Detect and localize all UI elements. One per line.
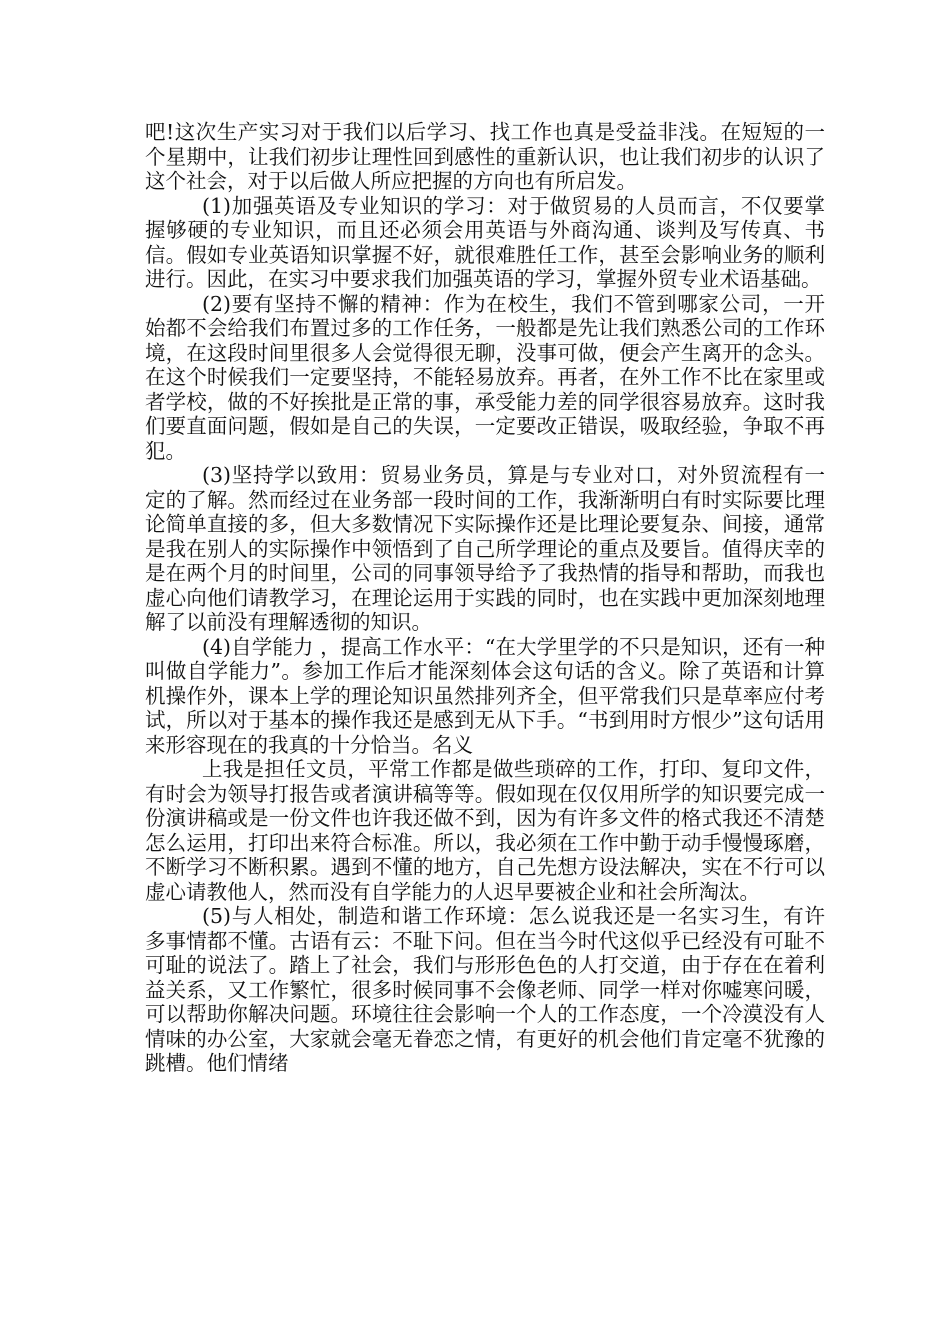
document-body [145, 120, 825, 1076]
paragraph-persistence: (2)要有坚持不懈的精神：作为在校生，我们不管到哪家公司，一开始都不会给我们布置过多的工作任务，一般都是先让我们熟悉公司的工作环境，在这段时间里很多人会觉得很无聊，没事可做，便会产生离开的念头。在这个时候我们一定要坚持，不能轻易放弃。再者，在外工作不比在家里或者学校，做的不好挨批是正常的事，承受能力差的同学很容易放弃。这时我们要直面问题，假如是自己的失误，一定要改正错误，吸取经验，争取不再犯。 [145, 291, 825, 463]
paragraph-intro: 吧!这次生产实习对于我们以后学习、找工作也真是受益非浅。在短短的一个星期中，让我们初步让理性回到感性的重新认识，也让我们初步的认识了这个社会，对于以后做人所应把握的方向也有所启发。 [145, 120, 825, 193]
paragraph-apply-learning: (3)坚持学以致用：贸易业务员，算是与专业对口，对外贸流程有一定的了解。然而经过在业务部一段时间的工作，我渐渐明白有时实际要比理论简单直接的多，但大多数情况下实际操作还是比理论要复杂、间接，通常是我在别人的实际操作中领悟到了自己所学理论的重点及要旨。值得庆幸的是在两个月的时间里，公司的同事领导给予了我热情的指导和帮助，而我也虚心向他们请教学习，在理论运用于实践的同时，也在实践中更加深刻地理解了以前没有理解透彻的知识。 [145, 463, 825, 634]
paragraph-clerk-work: 上我是担任文员，平常工作都是做些琐碎的工作，打印、复印文件，有时会为领导打报告或者演讲稿等等。假如现在仅仅用所学的知识要完成一份演讲稿或是一份文件也许我还做不到，因为有许多文件的格式我还不清楚怎么运用，打印出来符合标准。所以，我必须在工作中勤于动手慢慢琢磨，不断学习不断积累。遇到不懂的地方，自己先想方设法解决，实在不行可以虚心请教他人，然而没有自学能力的人迟早要被企业和社会所淘汰。 [145, 757, 825, 904]
paragraph-english-study: (1)加强英语及专业知识的学习：对于做贸易的人员而言，不仅要掌握够硬的专业知识，而且还必须会用英语与外商沟通、谈判及写传真、书信。假如专业英语知识掌握不好，就很难胜任工作，甚至会影响业务的顺利进行。因此，在实习中要求我们加强英语的学习，掌握外贸专业术语基础。 [145, 193, 825, 291]
paragraph-relationships: (5)与人相处，制造和谐工作环境：怎么说我还是一名实习生，有许多事情都不懂。古语有云：不耻下问。但在当今时代这似乎已经没有可耻不可耻的说法了。踏上了社会，我们与形形色色的人打交道，由于存在在着利益关系，又工作繁忙，很多时候同事不会像老师、同学一样对你嘘寒问暖，可以帮助你解决问题。环境往往会影响一个人的工作态度，一个冷漠没有人情味的办公室，大家就会毫无眷恋之情，有更好的机会他们肯定毫不犹豫的跳槽。他们情绪 [145, 904, 825, 1075]
paragraph-self-study: (4)自学能力 ，提高工作水平：“在大学里学的不只是知识，还有一种叫做自学能力”。参加工作后才能深刻体会这句话的含义。除了英语和计算机操作外，课本上学的理论知识虽然排列齐全，但平常我们只是草率应付考试，所以对于基本的操作我还是感到无从下手。“书到用时方恨少”这句话用来形容现在的我真的十分恰当。名义 [145, 634, 825, 757]
